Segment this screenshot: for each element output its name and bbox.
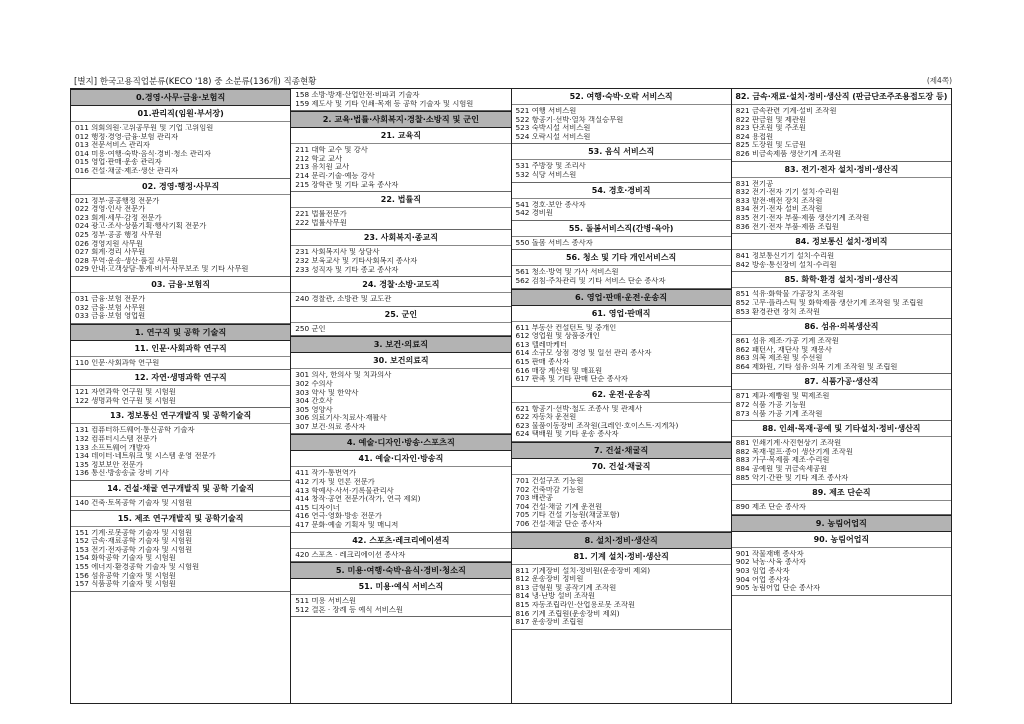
occupation-item: 024 광고·조사·상품기획·행사기획 전문가 [75,222,207,231]
occupation-item: 413 학예사·사서·기록물관리사 [295,486,394,495]
occupation-list [291,89,510,108]
occupation-item: 512 결혼 · 장례 등 예식 서비스원 [295,605,403,614]
occupation-item: 029 안내·고객상담·통계·비서·사무보조 및 기타 사무원 [75,265,249,274]
sub-category-section [291,353,510,434]
occupation-item: 122 생명과학 연구원 및 시험원 [75,396,176,405]
occupation-item: 521 여행 서비스원 [515,107,577,115]
sub-category-section [71,511,290,592]
occupation-item: 033 금융·보험 영업원 [75,312,146,321]
occupation-list [291,467,510,529]
sub-category-section [512,250,731,288]
major-category-heading: 4. 예술·디자인·방송·스포츠직 [291,434,510,451]
occupation-item: 416 연극·영화·방송 전문가 [295,512,382,521]
sub-category-section [732,319,951,374]
occupation-list [512,266,731,285]
occupation-item: 822 판금원 및 제관원 [735,115,806,124]
occupation-item: 213 유치원 교사 [295,163,350,172]
sub-category-heading: 01.관리직(임원·부서장) [71,106,290,122]
sub-category-section [732,162,951,235]
occupation-list [71,195,290,274]
occupation-item: 221 법률전문가 [295,210,347,219]
occupation-item: 222 법률사무원 [295,218,347,227]
occupation-item: 303 약사 및 한약사 [295,388,359,397]
occupation-item: 826 비금속제품 생산기계 조작원 [735,149,842,158]
occupation-item: 015 영업·판매·운송 관리자 [75,158,162,167]
occupation-item: 157 식품공학 기술자 및 시험원 [75,580,176,589]
occupation-list [71,293,290,321]
sub-category-heading: 23. 사회복지·종교직 [291,230,510,246]
occupation-item: 211 대학 교수 및 강사 [295,146,368,155]
occupation-item: 531 주방장 및 조리사 [515,162,586,171]
sub-category-heading: 53. 음식 서비스직 [512,144,731,160]
occupation-list [512,322,731,384]
occupation-item: 851 석유·화학물 가공장치 조작원 [735,290,844,299]
sub-category-heading: 21. 교육직 [291,128,510,144]
occupation-item: 155 에너지·환경공학 기술자 및 시험원 [75,563,200,571]
major-category-heading: 8. 설치·정비·생산직 [512,532,731,549]
occupation-item: 864 제화원, 기타 섬유·의복 기계 조작원 및 조립원 [735,362,898,371]
sub-category-section [512,221,731,251]
sub-category-section [291,277,510,307]
occupation-item: 885 악기·간판 및 기타 제조 종사자 [735,473,849,482]
major-category-heading: 7. 건설·채굴직 [512,442,731,459]
table-column [71,89,291,703]
occupation-item: 905 농림어업 단순 종사자 [735,584,821,593]
major-category-heading: 1. 연구직 및 공학 기술직 [71,324,290,341]
sub-category-heading: 82. 금속·재료·설치·정비·생산직 (판금단조주조용접도장 등) [732,89,951,105]
sub-category-section [291,579,510,617]
occupation-item: 623 물품이동장비 조작원(크레인·호이스트·지게차) [515,421,679,430]
major-category-heading: 0.경영·사무·금융·보험직 [71,89,290,106]
occupation-item: 031 금융·보험 전문가 [75,294,146,303]
occupation-item: 032 금융·보험 사무원 [75,303,146,312]
occupation-item: 842 방송·통신장비 설치·수리원 [735,260,837,269]
sub-category-heading: 81. 기계 설치·정비·생산직 [512,549,731,565]
sub-category-heading: 15. 제조 연구개발직 및 공학기술직 [71,511,290,527]
sub-category-section [71,277,290,324]
occupation-item: 901 작물재배 종사자 [735,549,804,558]
occupation-item: 305 영양사 [295,405,333,414]
occupation-item: 532 식당 서비스원 [515,170,577,179]
occupation-item: 524 오락시설 서비스원 [515,132,591,141]
sub-category-section [71,179,290,277]
sub-category-heading: 51. 미용·예식 서비스직 [291,579,510,595]
occupation-item: 705 기타 건설 기능원(채굴포함) [515,511,620,520]
occupation-list [71,424,290,478]
page-number: (제4쪽) [926,76,952,85]
sub-category-heading: 22. 법률직 [291,192,510,208]
sub-category-section [291,128,510,192]
occupation-item: 863 의복 제조원 및 수선원 [735,354,823,363]
occupation-list [71,122,290,176]
occupation-item: 131 컴퓨터하드웨어·통신공학 기술자 [75,426,195,435]
occupation-item: 817 운송장비 조립원 [515,618,584,627]
occupation-item: 417 문화·예술 기획자 및 매니저 [295,521,399,530]
table-column [291,89,511,703]
sub-category-section [512,144,731,182]
sub-category-section [71,408,290,481]
sub-category-heading: 30. 보건의료직 [291,353,510,369]
occupation-list [732,390,951,418]
occupation-item: 612 영업원 및 상품중개인 [515,332,600,341]
occupation-item: 233 성직자 및 기타 종교 종사자 [295,265,399,274]
occupation-item: 152 금속·재료공학 기술자 및 시험원 [75,537,193,546]
occupation-item: 903 임업 종사자 [735,567,790,575]
occupation-item: 415 디자이너 [295,503,340,512]
occupation-item: 412 기자 및 언론 전문가 [295,478,375,487]
occupation-item: 834 전기·전자 설비 조작원 [735,205,823,214]
table-column [512,89,732,703]
sub-category-heading: 12. 자연·생명과학 연구직 [71,370,290,386]
occupation-item: 611 부동산 컨설턴트 및 중개인 [515,323,617,332]
sub-category-heading: 90. 농림어업직 [732,532,951,548]
occupation-item: 832 전기·전자 기기 설치·수리원 [735,188,839,197]
occupation-item: 411 작가·통번역가 [295,469,357,478]
sub-category-section [71,481,290,511]
major-category-heading: 3. 보건·의료직 [291,336,510,353]
occupation-item: 862 패턴사, 재단사 및 재봉사 [735,345,832,354]
occupation-item: 615 판매 종사자 [515,357,570,366]
sub-category-section [291,533,510,563]
occupation-item: 613 텔레마케터 [515,340,567,349]
sub-category-heading: 02. 경영·행정·사무직 [71,179,290,195]
occupation-item: 831 전기공 [735,179,774,188]
occupation-item: 821 금속관련 기계·설비 조작원 [735,107,837,115]
occupation-item: 302 수의사 [295,379,333,388]
sub-category-section [732,485,951,515]
sub-category-heading: 42. 스포츠·레크리에이션직 [291,533,510,549]
sub-category-section [71,341,290,371]
occupation-item: 011 의회의원·고위공무원 및 기업 고위임원 [75,124,214,132]
occupation-item: 110 인문·사회과학 연구원 [75,358,160,367]
occupation-item: 824 용접원 [735,132,774,141]
occupation-item: 616 매장 계산원 및 매표원 [515,366,603,375]
table-column [732,89,951,703]
occupation-item: 872 식품 가공 기능원 [735,401,806,410]
occupation-item: 307 보건·의료 종사자 [295,422,366,431]
occupation-item: 622 자동차 운전원 [515,413,577,422]
occupation-item: 873 식품 가공 기계 조작원 [735,409,823,418]
sub-category-section [291,451,510,532]
occupation-item: 881 인쇄기계·사진현상기 조작원 [735,439,842,448]
major-category-heading: 2. 교육·법률·사회복지·경찰·소방직 및 군인 [291,111,510,128]
sub-category-section [732,89,951,162]
sub-category-heading: 41. 예술·디자인·방송직 [291,451,510,467]
occupation-item: 025 정부·공공 행정 사무원 [75,230,162,239]
occupation-item: 158 소방·방재·산업안전·비파괴 기술자 [295,91,420,99]
sub-category-heading: 55. 돌봄서비스직(간병·육아) [512,221,731,237]
occupation-item: 231 사회복지사 및 상담사 [295,248,380,257]
sub-category-section [291,307,510,337]
occupation-list [71,357,290,368]
occupation-item: 013 전문서비스 관리자 [75,141,150,150]
occupation-list [732,501,951,512]
occupation-item: 902 낙농·사육 종사자 [735,558,806,567]
sub-category-heading: 89. 제조 단순직 [732,485,951,501]
occupation-list [291,246,510,274]
sub-category-heading: 85. 화학·환경 설치·정비·생산직 [732,272,951,288]
occupation-item: 021 정부·공공행정 전문가 [75,196,160,205]
occupation-item: 026 경영지원 사무원 [75,239,143,248]
sub-category-heading: 61. 영업·판매직 [512,306,731,322]
occupation-item: 301 의사, 한의사 및 치과의사 [295,371,392,380]
occupation-item: 871 제과·제빵원 및 떡제조원 [735,392,830,401]
occupation-item: 016 건설·채굴·제조·생산 관리자 [75,166,179,175]
occupation-list [512,160,731,179]
sub-category-section [512,549,731,630]
occupation-list [71,527,290,589]
occupation-list [732,105,951,159]
sub-category-heading: 62. 운전·운송직 [512,387,731,403]
occupation-item: 014 미용·여행·숙박·음식·경비·청소 관리자 [75,149,211,158]
occupation-list [71,386,290,405]
occupation-item: 542 경비원 [515,209,553,218]
occupation-item: 136 통신·방송송출 장비 기사 [75,469,169,478]
occupation-list [732,250,951,269]
document-title: [별지] 한국고용직업분류(KECO '18) 중 소분류(136개) 직종현황 [74,77,317,87]
occupation-list [512,565,731,627]
sub-category-section [71,370,290,408]
occupation-item: 414 창작·공연 전문가(작가, 연극 제외) [295,495,421,504]
occupation-item: 904 어업 종사자 [735,575,790,584]
occupation-item: 121 자연과학 연구원 및 시험원 [75,388,176,397]
sub-category-heading: 14. 건설·채굴 연구개발직 및 공학 기술직 [71,481,290,497]
occupation-table [70,88,952,704]
occupation-item: 156 섬유공학 기술자 및 시험원 [75,571,176,580]
sub-category-section [512,89,731,144]
occupation-item: 159 제도사 및 기타 인쇄·목재 등 공학 기술자 및 시험원 [295,99,474,108]
occupation-item: 702 건축마감 기능원 [515,485,584,494]
occupation-item: 835 전기·전자 부품·제품 생산기계 조작원 [735,213,870,222]
occupation-item: 815 자동조립라인·산업용로봇 조작원 [515,601,636,609]
sub-category-section [512,459,731,532]
occupation-list [291,144,510,189]
sub-category-heading: 86. 섬유·의복생산직 [732,319,951,335]
occupation-list [291,549,510,560]
sub-category-section [291,192,510,230]
occupation-item: 028 무역·운송·생산·품질 사무원 [75,256,179,265]
occupation-list [512,237,731,248]
occupation-item: 884 공예원 및 귀금속세공원 [735,465,828,474]
occupation-item: 833 발전·배전 장치 조작원 [735,196,823,205]
occupation-list [512,199,731,218]
occupation-item: 140 건축·토목공학 기술자 및 시험원 [75,499,193,508]
occupation-list [732,548,951,593]
major-category-heading: 5. 미용·여행·숙박·음식·경비·청소직 [291,562,510,579]
occupation-item: 250 군인 [295,324,326,333]
occupation-item: 890 제조 단순 종사자 [735,503,806,512]
occupation-item: 541 경호·보안 종사자 [515,200,586,209]
occupation-item: 212 학교 교사 [295,154,343,163]
sub-category-heading: 83. 전기·전자 설치·정비·생산직 [732,162,951,178]
sub-category-section [512,183,731,221]
occupation-list [732,335,951,371]
sub-category-heading: 13. 정보통신 연구개발직 및 공학기술직 [71,408,290,424]
sub-category-section [732,421,951,485]
occupation-item: 883 가구·목제품 제조·수리원 [735,456,830,465]
occupation-item: 811 기계장비 설치·정비원(운송장비 제외) [515,566,651,575]
sub-category-section [291,89,510,111]
occupation-item: 624 택배원 및 기타 운송 종사자 [515,430,619,439]
occupation-item: 151 기계·로봇공학 기술자 및 시험원 [75,528,193,537]
occupation-item: 704 건설·채굴 기계 운전원 [515,502,603,511]
occupation-item: 825 도장원 및 도금원 [735,141,806,150]
occupation-item: 023 회계·세무·감정 전문가 [75,213,162,222]
occupation-list [732,288,951,316]
sub-category-section [512,306,731,387]
occupation-item: 861 섬유 제조·가공 기계 조작원 [735,337,839,346]
sub-category-heading: 88. 인쇄·목재·공예 및 기타설치·정비·생산직 [732,421,951,437]
occupation-list [512,403,731,439]
occupation-item: 841 정보통신기기 설치·수리원 [735,252,835,261]
occupation-item: 511 미용 서비스원 [295,597,357,606]
occupation-item: 306 의료기사·치료사·재활사 [295,414,387,423]
occupation-list [291,323,510,334]
occupation-list [512,475,731,529]
occupation-item: 420 스포츠 · 레크리에이션 종사자 [295,550,406,559]
sub-category-section [291,230,510,277]
occupation-item: 621 항공기·선박·철도 조종사 및 관제사 [515,404,643,413]
occupation-item: 703 배관공 [515,494,553,503]
major-category-heading: 6. 영업·판매·운전·운송직 [512,289,731,306]
occupation-item: 813 금형원 및 공작기계 조작원 [515,583,617,592]
occupation-list [71,497,290,508]
occupation-item: 706 건설·채굴 단순 종사자 [515,520,603,529]
occupation-list [732,178,951,232]
occupation-item: 232 보육교사 및 기타사회복지 종사자 [295,256,418,265]
occupation-item: 304 간호사 [295,397,333,406]
sub-category-section [732,272,951,319]
occupation-item: 522 항공기·선박·열차 객실승무원 [515,115,624,124]
occupation-item: 836 전기·전자 부품·제품 조립원 [735,222,839,231]
occupation-item: 027 회계·경리 사무원 [75,248,146,257]
sub-category-section [732,374,951,421]
sub-category-section [732,532,951,596]
occupation-item: 012 행정·경영·금융·보험 관리자 [75,132,179,141]
occupation-list [291,595,510,614]
occupation-item: 853 환경관련 장치 조작원 [735,307,821,316]
sub-category-heading: 70. 건설·채굴직 [512,459,731,475]
occupation-item: 550 돌봄 서비스 종사자 [515,238,593,247]
occupation-item: 240 경찰관, 소방관 및 교도관 [295,295,392,304]
sub-category-heading: 52. 여행·숙박·오락 서비스직 [512,89,731,105]
sub-category-section [512,387,731,442]
sub-category-section [732,234,951,272]
occupation-item: 812 운송장비 정비원 [515,575,584,584]
major-category-heading: 9. 농림어업직 [732,515,951,532]
sub-category-section [71,106,290,179]
occupation-list [291,369,510,431]
sub-category-heading: 11. 인문·사회과학 연구직 [71,341,290,357]
occupation-item: 134 데이터·네트워크 및 시스템 운영 전문가 [75,452,216,461]
sub-category-heading: 24. 경찰·소방·교도직 [291,277,510,293]
occupation-item: 214 문리·기술·예능 강사 [295,171,375,180]
occupation-item: 132 컴퓨터시스템 전문가 [75,435,158,444]
sub-category-heading: 03. 금융·보험직 [71,277,290,293]
occupation-list [732,437,951,482]
occupation-item: 852 고무·플라스틱 및 화학제품 생산기계 조작원 및 조립원 [735,298,924,307]
occupation-item: 701 건설구조 기능원 [515,477,584,486]
sub-category-heading: 25. 군인 [291,307,510,323]
occupation-item: 135 정보보안 전문가 [75,460,143,469]
occupation-item: 523 숙박시설 서비스원 [515,124,591,133]
occupation-list [512,105,731,141]
occupation-list [291,293,510,304]
occupation-item: 561 청소·방역 및 가사 서비스원 [515,268,619,277]
occupation-item: 022 경영·인사 전문가 [75,205,146,214]
occupation-item: 154 화학공학 기술자 및 시험원 [75,554,176,563]
occupation-item: 823 단조원 및 주조원 [735,124,806,133]
occupation-item: 617 판촉 및 기타 판매 단순 종사자 [515,375,628,384]
occupation-item: 882 목재·펄프·종이 생산기계 조작원 [735,447,853,456]
sub-category-heading: 54. 경호·경비직 [512,183,731,199]
occupation-item: 562 검침·주차관리 및 기타 서비스 단순 종사자 [515,276,666,285]
occupation-item: 215 장학관 및 기타 교육 종사자 [295,180,399,189]
occupation-item: 816 기계 조립원(운송장비 제외) [515,609,620,618]
occupation-item: 153 전기·전자공학 기술자 및 시험원 [75,545,193,554]
occupation-item: 133 소프트웨어 개발자 [75,443,150,452]
sub-category-heading: 84. 정보통신 설치·정비직 [732,234,951,250]
occupation-list [291,208,510,227]
occupation-item: 614 소규모 상점 경영 및 일선 관리 종사자 [515,349,652,358]
sub-category-heading: 56. 청소 및 기타 개인서비스직 [512,250,731,266]
sub-category-heading: 87. 식품가공·생산직 [732,374,951,390]
occupation-item: 814 냉·난방 설비 조작원 [515,592,596,601]
